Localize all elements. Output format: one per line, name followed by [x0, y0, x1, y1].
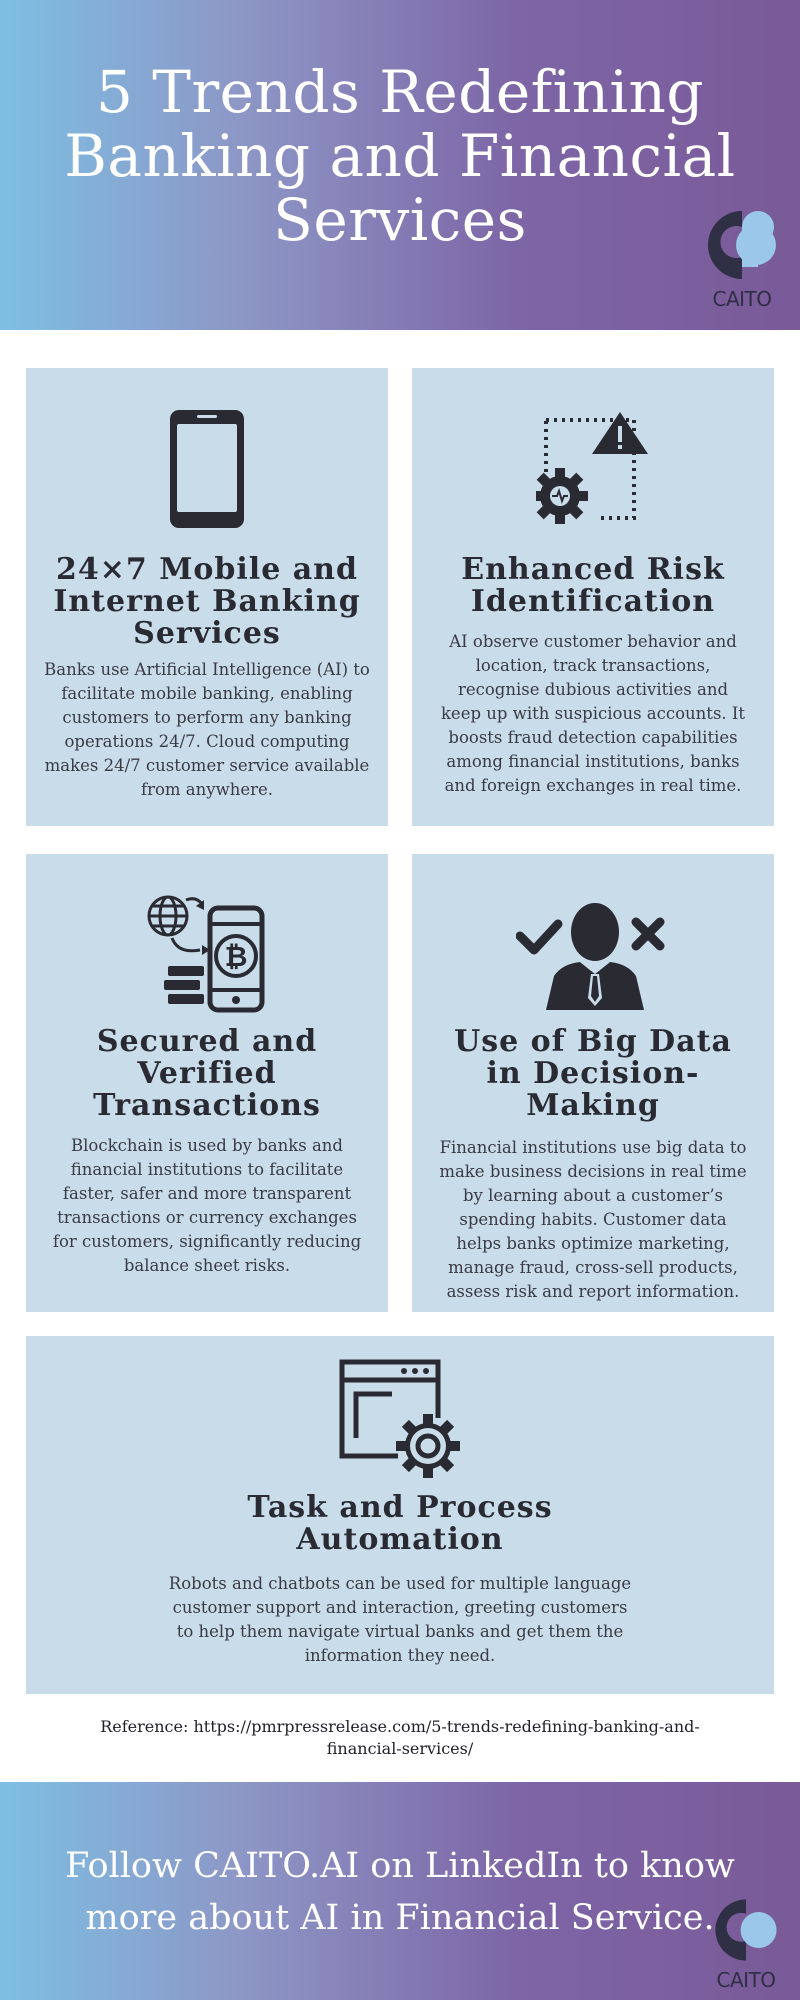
footer-cta: Follow CAITO.AI on LinkedIn to know more about AI in Financial Service. [65, 1846, 735, 1938]
page-title: 5 Trends Redefining Banking and Financial Services [64, 58, 736, 254]
card-title: Secured and Verified Transactions [93, 1024, 321, 1123]
trend-card-risk-identification [412, 368, 774, 826]
caito-logo-footer [704, 1894, 788, 2006]
caito-logo-icon [700, 205, 784, 285]
risk-warning-gear-icon [536, 410, 652, 530]
card-body: Financial institutions use big data to make business decisions in real time by learning about a customer’s spending habits. Customer data helps banks optimize marketing, manage fraud, cross-sell products, assess risk and report information. [439, 1138, 747, 1301]
card-body: Banks use Artificial Intelligence (AI) to facilitate mobile banking, enabling customers to perform any banking operations 24/7. Cloud computing makes 24/7 customer service available from anywhere. [44, 660, 370, 799]
footer-banner [0, 1782, 800, 2000]
card-title: Task and Process Automation [247, 1490, 553, 1557]
reference-link[interactable]: Reference: https://pmrpressrelease.com/5-trends-redefining-banking-and-financial-services/ [100, 1717, 700, 1758]
caito-logo [700, 205, 784, 317]
logo-text: CAITO [712, 287, 772, 311]
trend-card-mobile-banking [26, 368, 388, 826]
trend-card-big-data [412, 854, 774, 1312]
card-body: Robots and chatbots can be used for multiple language customer support and interaction, greeting customers to help them navigate virtual banks and get them the information they need. [168, 1574, 632, 1665]
logo-text: CAITO [716, 1968, 776, 1992]
card-title: Enhanced Risk Identification [461, 552, 725, 619]
svg-text:₿: ₿ [224, 940, 248, 973]
browser-gear-icon [338, 1358, 464, 1486]
card-body: Blockchain is used by banks and financial institutions to facilitate faster, safer and more transparent transactions or currency exchanges for customers, significantly reducing balance sheet risks. [52, 1136, 362, 1275]
card-title: Use of Big Data in Decision-Making [454, 1024, 732, 1123]
card-body: AI observe customer behavior and location, track transactions, recognise dubious activities and keep up with suspicious accounts. It boosts fraud detection capabilities among financial institutions, banks and foreign exchanges in real time. [440, 632, 746, 795]
smartphone-icon [168, 408, 246, 534]
header-banner [0, 0, 800, 330]
trend-card-automation [26, 1336, 774, 1694]
decision-maker-icon [516, 902, 670, 1014]
bitcoin-transaction-icon [146, 894, 270, 1018]
caito-logo-icon [704, 1894, 788, 1966]
trend-card-secured-transactions [26, 854, 388, 1312]
card-title: 24×7 Mobile and Internet Banking Services [53, 552, 361, 651]
